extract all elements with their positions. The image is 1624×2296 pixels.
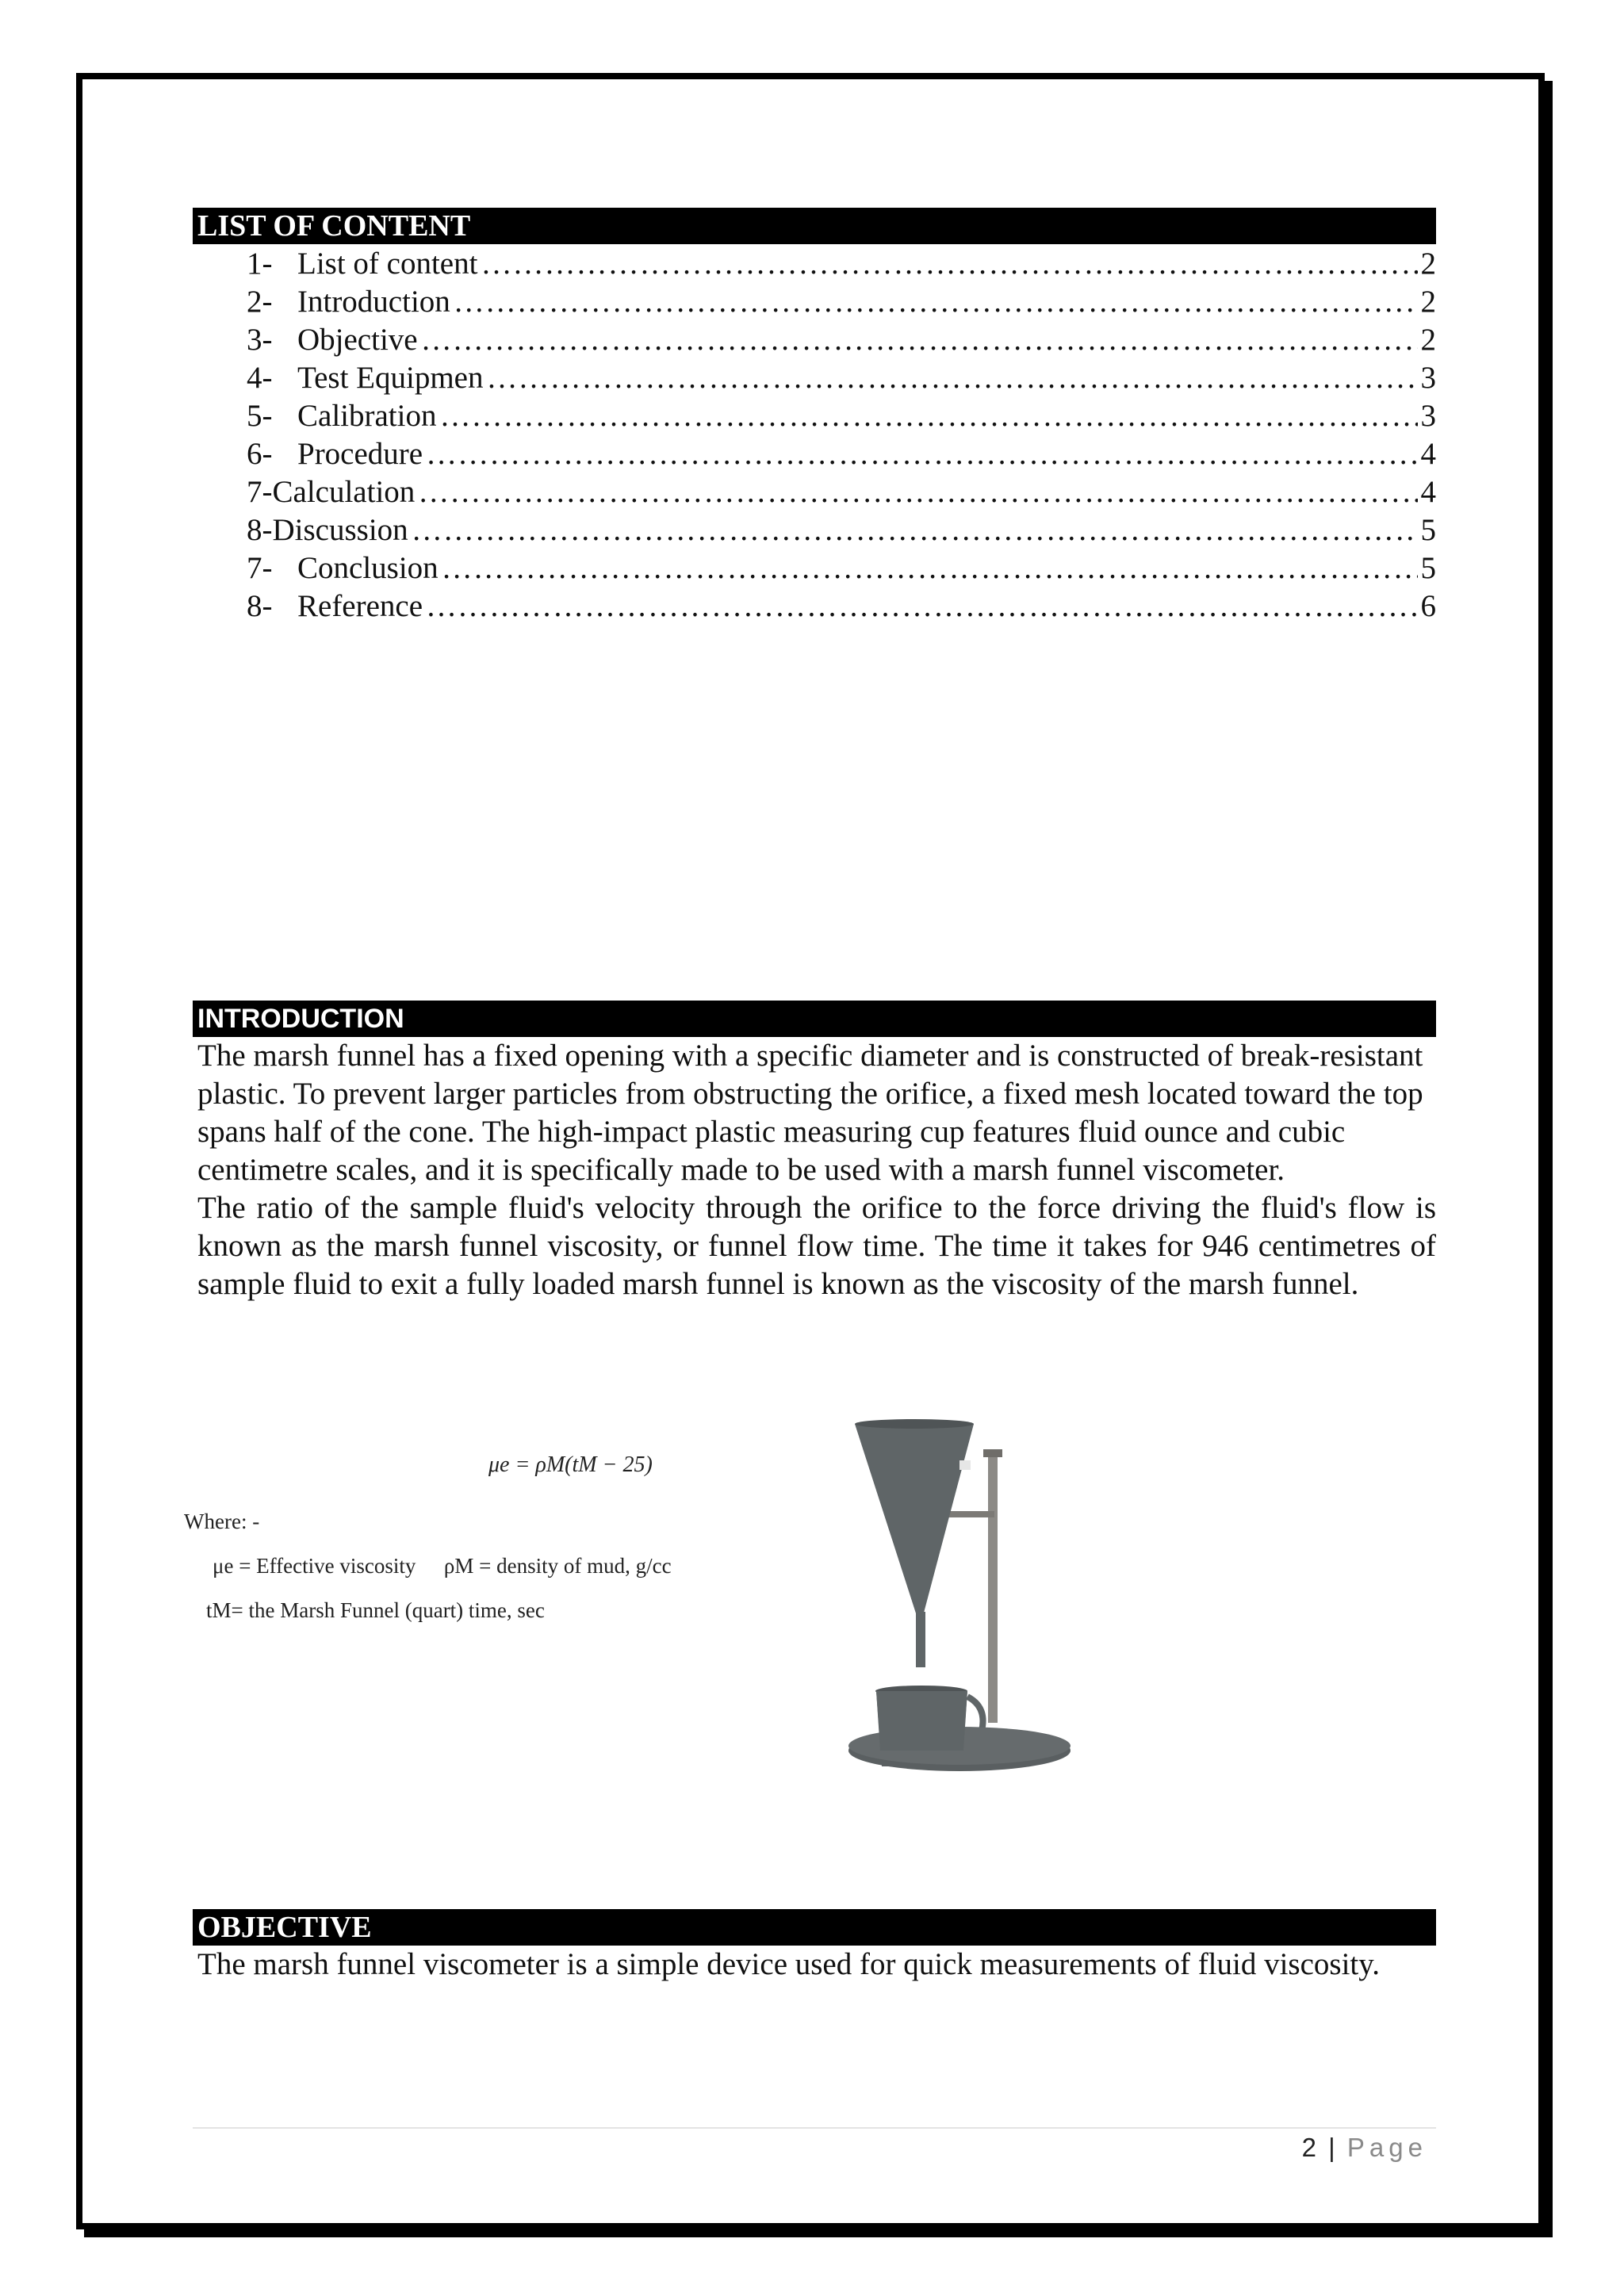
toc-item-label: Reference: [297, 589, 423, 623]
toc-item-label: Discussion: [272, 513, 408, 547]
toc-item: [193, 588, 1436, 626]
toc-item: [193, 550, 1436, 588]
t-definition: tM= the Marsh Funnel (quart) time, sec: [206, 1598, 545, 1622]
toc-item-page: 2: [1420, 285, 1436, 319]
toc-item-number: 3-: [247, 323, 273, 357]
toc-item: [193, 512, 1436, 550]
toc-item-label: Procedure: [297, 437, 423, 471]
objective-heading: OBJECTIVE: [193, 1909, 1436, 1946]
toc-item-label: Objective: [297, 323, 418, 357]
toc-item-page: 2: [1420, 247, 1436, 281]
toc-item-number: 5-: [247, 399, 273, 433]
toc-item-page: 5: [1420, 513, 1436, 547]
toc-item-number: 6-: [247, 437, 273, 471]
toc-item-number: 2-: [247, 285, 273, 319]
toc-leader-dots: [426, 436, 1417, 472]
introduction-section: [193, 1001, 1436, 1303]
toc-leader-dots: [421, 322, 1418, 358]
introduction-paragraph-2: The ratio of the sample fluid's velocity through the orifice to the force driving the fluid's flow is known as the marsh funnel viscosity, or funnel flow time. The time it takes for 946 centimetres of sample fluid to exit a fully loaded marsh funnel is known as the viscosity of the marsh funnel.: [197, 1191, 1436, 1301]
toc-item-page: 6: [1420, 589, 1436, 623]
toc-leader-dots: [426, 588, 1417, 624]
toc-section: [193, 208, 1436, 626]
toc-item-number: 8-: [247, 513, 273, 547]
toc-leader-dots: [454, 284, 1418, 320]
toc-item-page: 4: [1420, 475, 1436, 509]
toc-leader-dots: [418, 474, 1417, 510]
page-footer: [1237, 2133, 1427, 2163]
formula-where-label: Where: -: [184, 1510, 260, 1533]
toc-item-number: 7-: [247, 551, 273, 585]
toc-item-label: Test Equipmen: [297, 361, 484, 395]
toc-item-page: 3: [1420, 399, 1436, 433]
toc-item-label: List of content: [297, 247, 478, 281]
toc-item-label: Conclusion: [297, 551, 439, 585]
toc-item-label: Calibration: [297, 399, 437, 433]
toc-item-number: 1-: [247, 247, 273, 281]
toc-item: [193, 360, 1436, 398]
page-word: Page: [1346, 2133, 1427, 2162]
toc-item: [193, 436, 1436, 474]
toc-item: [193, 398, 1436, 436]
toc-item: [193, 474, 1436, 512]
marsh-funnel-illustration: [841, 1418, 1094, 1774]
toc-leader-dots: [481, 246, 1417, 281]
toc-leader-dots: [439, 398, 1417, 434]
rho-definition: ρM = density of mud, g/cc: [443, 1554, 672, 1578]
toc-item-label: Calculation: [272, 475, 416, 509]
toc-heading: LIST OF CONTENT: [193, 208, 1436, 244]
mu-definition: μe = Effective viscosity: [213, 1554, 416, 1578]
toc-item: [193, 322, 1436, 360]
toc-item-page: 3: [1420, 361, 1436, 395]
toc-item-number: 7-: [247, 475, 273, 509]
toc-leader-dots: [486, 360, 1417, 396]
objective-section: [193, 1909, 1436, 1984]
introduction-heading: INTRODUCTION: [193, 1001, 1436, 1037]
footer-separator: |: [1328, 2133, 1335, 2162]
toc-item-number: 8-: [247, 589, 273, 623]
toc-item: [193, 284, 1436, 322]
introduction-paragraph-1: The marsh funnel has a fixed opening with a specific diameter and is constructed of break-resistant plastic. To prevent larger particles from obstructing the orifice, a fixed mesh located toward the top spans half of the cone. The high-impact plastic measuring cup features fluid ounce and cubic centimetre scales, and it is specifically made to be used with a marsh funnel viscometer.: [197, 1039, 1423, 1187]
objective-text: The marsh funnel viscometer is a simple device used for quick measurements of fluid viscosity.: [197, 1947, 1380, 1981]
marsh-funnel-image: [841, 1418, 1094, 1774]
toc-item-page: 5: [1420, 551, 1436, 585]
toc-leader-dots: [412, 512, 1418, 548]
toc-item-number: 4-: [247, 361, 273, 395]
footer-divider: [193, 2127, 1436, 2129]
toc-leader-dots: [442, 550, 1418, 586]
viscosity-equation: μe = ρM(tM − 25): [488, 1452, 653, 1477]
toc-list: [193, 246, 1436, 626]
toc-item-page: 4: [1420, 437, 1436, 471]
formula-definitions: [213, 1554, 672, 1578]
toc-item: [193, 246, 1436, 284]
toc-item-page: 2: [1420, 323, 1436, 357]
page-number: 2: [1301, 2133, 1316, 2162]
toc-item-label: Introduction: [297, 285, 450, 319]
